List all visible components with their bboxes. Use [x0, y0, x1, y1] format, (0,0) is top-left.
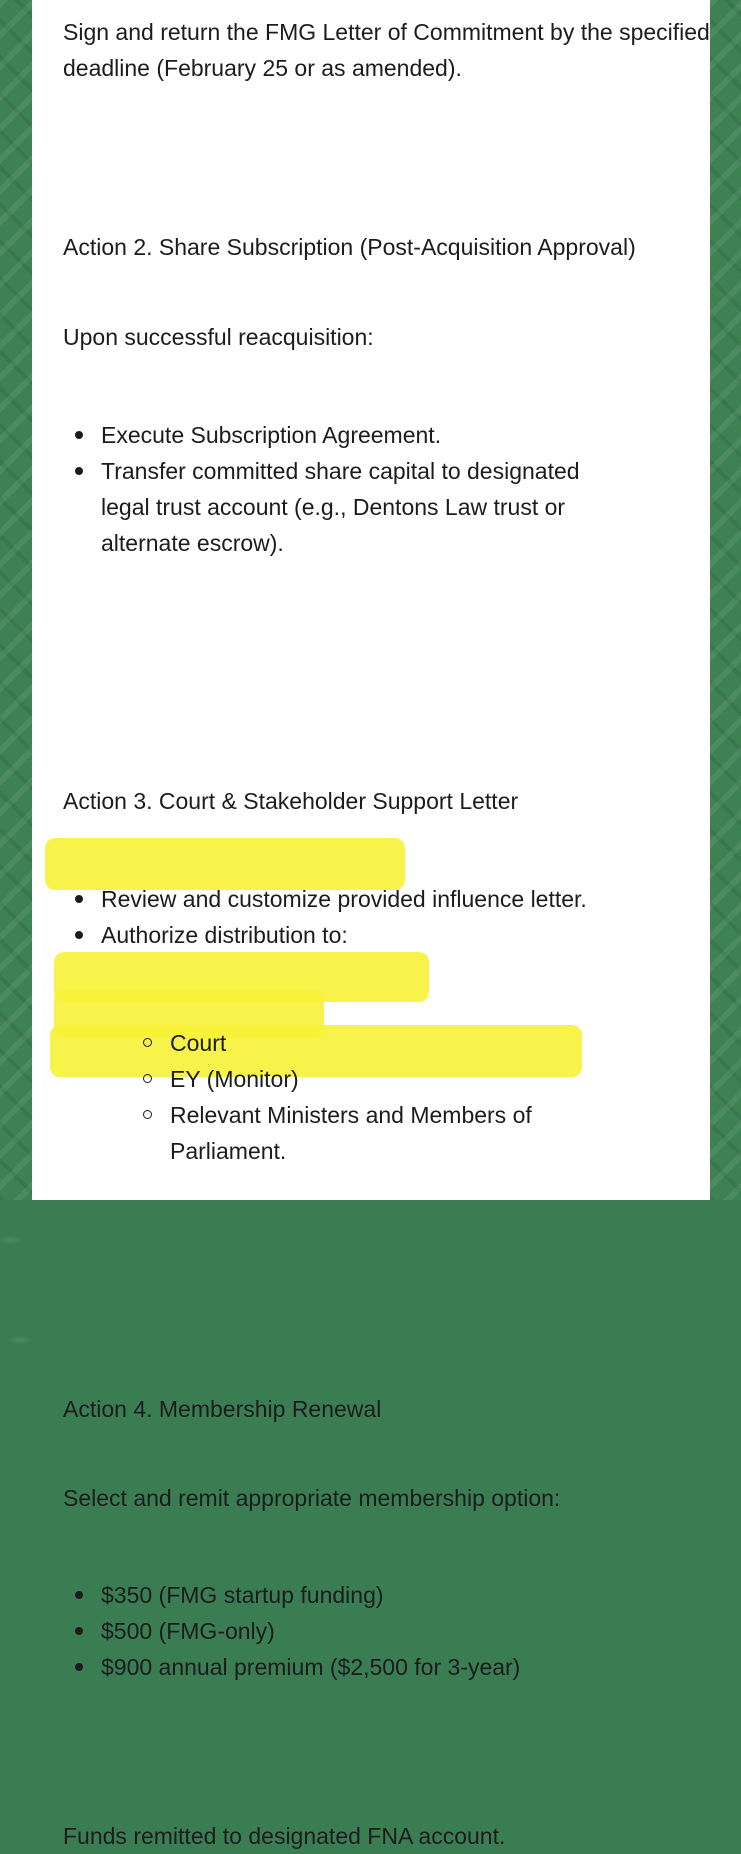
intro-paragraph: Sign and return the FMG Letter of Commitment by the specified deadline (February 25 or as amended). [63, 19, 710, 81]
action2-heading: Action 2. Share Subscription (Post-Acquisition Approval) [63, 234, 636, 260]
action2-intro: Upon successful reacquisition: [63, 324, 374, 350]
membership-option: $350 (FMG startup funding) [32, 1577, 710, 1613]
action4-footer: Funds remitted to designated FNA account. [63, 1823, 506, 1849]
list-item: Execute Subscription Agreement. [32, 417, 710, 453]
action4-heading: Action 4. Membership Renewal [63, 1396, 382, 1422]
decorative-leaf-border-right [710, 0, 741, 1200]
sub-list-item: Relevant Ministers and Members of Parliament. [32, 1097, 570, 1169]
action4-options-list [32, 1577, 710, 1685]
sub-list-item: Court [32, 1025, 710, 1061]
decorative-leaf-border-left [0, 0, 32, 1200]
action2-list [32, 417, 710, 561]
sub-list-item: EY (Monitor) [32, 1061, 710, 1097]
action3-heading: Action 3. Court & Stakeholder Support Letter [63, 788, 519, 814]
action3-list [32, 881, 710, 953]
list-item: Transfer committed share capital to designated legal trust account (e.g., Dentons Law trust or alternate escrow). [32, 453, 621, 561]
action3-sublist [32, 1025, 710, 1169]
membership-option: $500 (FMG-only) [32, 1613, 710, 1649]
action4-intro: Select and remit appropriate membership option: [63, 1485, 561, 1511]
list-item: Review and customize provided influence letter. [32, 881, 710, 917]
list-item: Authorize distribution to: [32, 917, 710, 953]
document-page [32, 0, 710, 1849]
membership-option: $900 annual premium ($2,500 for 3-year) [32, 1649, 710, 1685]
